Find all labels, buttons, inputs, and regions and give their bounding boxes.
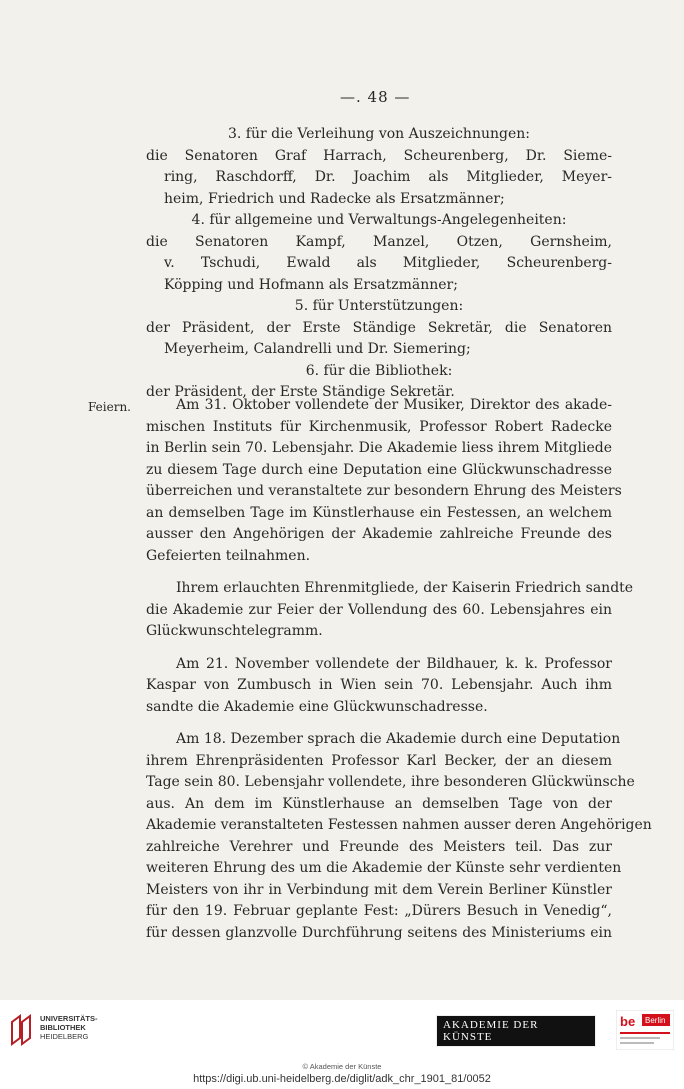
list-line: der Präsident, der Erste Ständige Sekretär.: [146, 384, 455, 400]
text-line: Gefeierten teilnahmen.: [146, 547, 311, 564]
library-name: [40, 1014, 98, 1041]
be-berlin-logo-icon[interactable]: [616, 1010, 674, 1050]
source-url[interactable]: https://digi.ub.uni-heidelberg.de/diglit/adk_chr_1901_81/0052: [193, 1073, 491, 1085]
list-line: v. Tschudi, Ewald als Mitglieder, Scheurenberg-: [164, 255, 612, 271]
paragraph: [146, 729, 652, 944]
akademie-label: AKADEMIE DER KÜNSTE: [436, 1015, 596, 1047]
text-line: ausser den Angehörigen der Akademie zahlreiche Freunde des: [146, 526, 612, 542]
text-line: an demselben Tage im Künstlerhause ein Festessen, an welchem: [146, 504, 612, 521]
text-line: Meisters von ihr in Verbindung mit dem Verein Berliner Künstler: [146, 881, 612, 898]
text-line: in Berlin sein 70. Lebensjahr. Die Akademie liess ihrem Mitgliede: [146, 440, 612, 456]
svg-text:be: be: [620, 1014, 636, 1029]
text-line: zu diesem Tage durch eine Deputation eine Glückwunschadresse: [146, 461, 612, 478]
list-line: der Präsident, der Erste Ständige Sekretär, die Senatoren: [146, 319, 612, 336]
viewer-footer: [0, 1000, 684, 1089]
list-line: die Senatoren Kampf, Manzel, Otzen, Gernsheim,: [146, 233, 612, 250]
list-line: Meyerheim, Calandrelli und Dr. Siemering;: [164, 341, 471, 357]
text-line: Akademie veranstalteten Festessen nahmen ausser deren Angehörigen: [146, 817, 652, 833]
text-line: Ihrem erlauchten Ehrenmitgliede, der Kaiserin Friedrich sandte: [176, 580, 634, 596]
list-line: die Senatoren Graf Harrach, Scheurenberg, Dr. Sieme-: [146, 147, 612, 164]
paragraph: [146, 578, 634, 643]
list-heading-6: 6. für die Bibliothek:: [305, 362, 453, 379]
committee-list: [146, 124, 612, 404]
text-line: Am 21. November vollendete der Bildhauer, k. k. Professor: [176, 655, 612, 672]
svg-text:Berlin: Berlin: [645, 1016, 666, 1025]
akademie-logo[interactable]: [436, 1016, 596, 1046]
paragraph: [146, 395, 622, 567]
text-line: die Akademie zur Feier der Vollendung des 60. Lebensjahres ein: [146, 601, 612, 618]
text-line: weiteren Ehrung des um die Akademie der Künste sehr verdienten: [146, 860, 622, 876]
library-line: HEIDELBERG: [40, 1032, 89, 1041]
text-line: Tage sein 80. Lebensjahr vollendete, ihre besonderen Glückwünsche: [146, 774, 635, 790]
list-heading-4: 4. für allgemeine und Verwaltungs-Angelegenheiten:: [191, 212, 567, 228]
list-heading-5: 5. für Unterstützungen:: [294, 298, 464, 314]
text-line: zahlreiche Verehrer und Freunde des Meisters teil. Das zur: [146, 838, 612, 855]
text-line: ihrem Ehrenpräsidenten Professor Karl Becker, der an diesem: [146, 752, 612, 769]
text-line: für dessen glanzvolle Durchführung seitens des Ministeriums ein: [146, 924, 612, 941]
text-line: sandte die Akademie eine Glückwunschadresse.: [146, 698, 488, 715]
text-line: Am 31. Oktober vollendete der Musiker, Direktor des akade-: [176, 397, 612, 413]
library-line: UNIVERSITÄTS-: [40, 1014, 98, 1023]
body-text: [146, 395, 652, 944]
page-number: —. 48 —: [340, 88, 411, 106]
list-line: Köpping und Hofmann als Ersatzmänner;: [164, 276, 458, 293]
list-line: ring, Raschdorff, Dr. Joachim als Mitglieder, Meyer-: [164, 169, 612, 185]
text-line: für den 19. Februar geplante Fest: „Dürers Besuch in Venedig“,: [146, 903, 612, 919]
text-line: aus. An dem im Künstlerhause an demselben Tage von der: [146, 795, 612, 812]
text-line: mischen Instituts für Kirchenmusik, Professor Robert Radecke: [146, 418, 612, 435]
paragraph: [146, 654, 612, 719]
library-line: BIBLIOTHEK: [40, 1023, 86, 1032]
list-heading-3: 3. für die Verleihung von Auszeichnungen:: [228, 126, 530, 142]
text-line: Kaspar von Zumbusch in Wien sein 70. Lebensjahr. Auch ihm: [146, 677, 612, 693]
library-logo-icon[interactable]: [8, 1012, 42, 1048]
copyright-text: © Akademie der Künste: [302, 1062, 382, 1071]
text-line: Glückwunschtelegramm.: [146, 623, 323, 639]
text-line: überreichen und veranstaltete zur besondern Ehrung des Meisters: [146, 483, 622, 499]
list-line: heim, Friedrich und Radecke als Ersatzmänner;: [164, 190, 505, 207]
text-line: Am 18. Dezember sprach die Akademie durch eine Deputation: [176, 731, 621, 747]
margin-note: Feiern.: [88, 400, 131, 414]
